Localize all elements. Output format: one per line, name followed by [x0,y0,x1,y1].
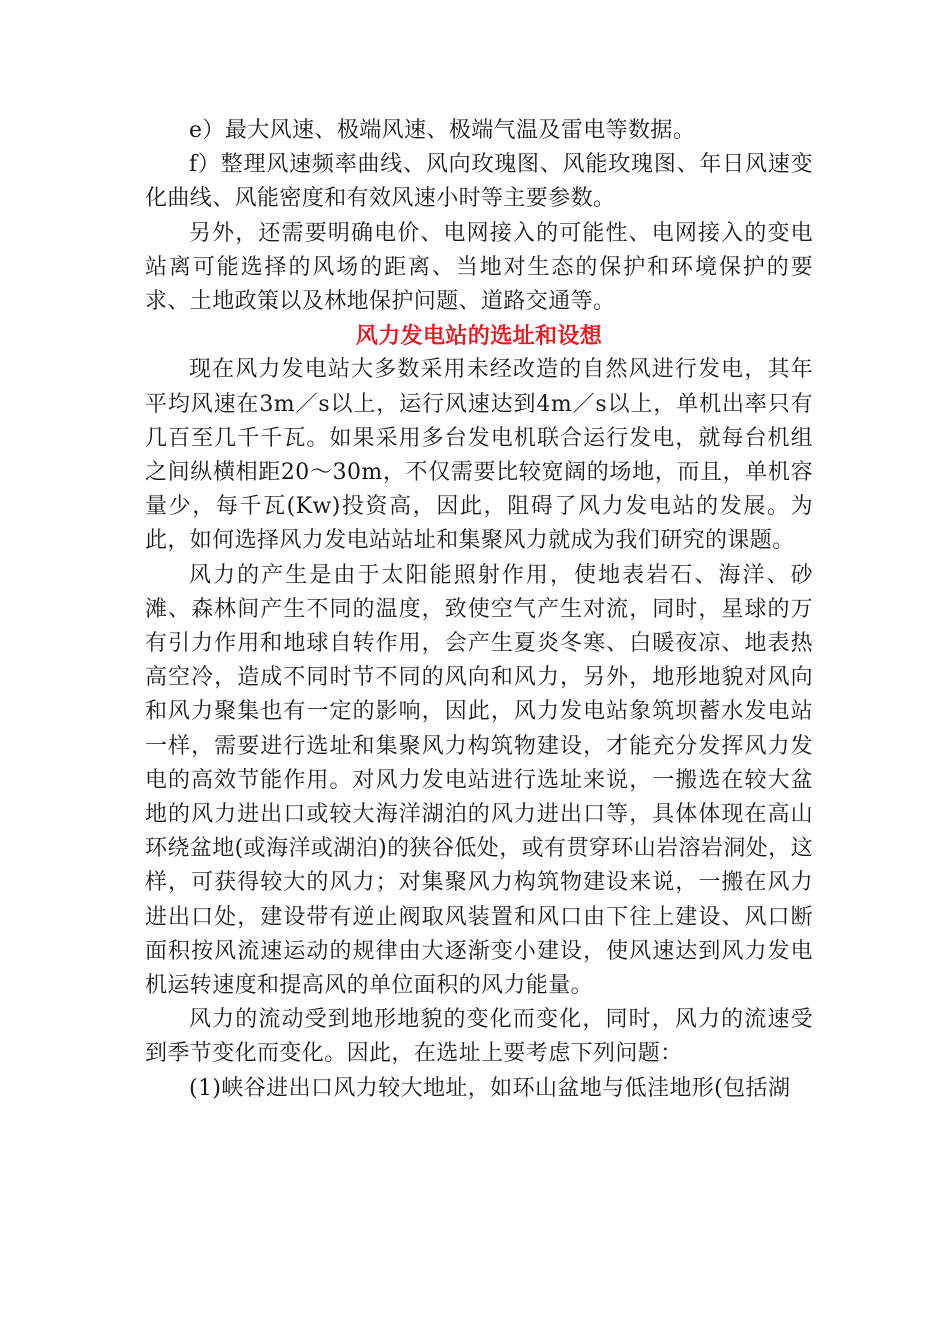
paragraph-other-requirements: 另外，还需要明确电价、电网接入的可能性、电网接入的变电站离可能选择的风场的距离、当地对生态的保护和环境保护的要求、土地政策以及林地保护问题、道路交通等。 [145,220,813,315]
paragraph-item-1: (1)峡谷进出口风力较大地址，如环山盆地与低洼地形(包括湖 [189,1075,791,1101]
paragraph-wind-origin: 风力的产生是由于太阳能照射作用，使地表岩石、海洋、砂滩、森林间产生不同的温度，致使空气产生对流，同时，星球的万有引力作用和地球自转作用，会产生夏炎冬寒、白暖夜凉、地表热高空冷，造成不同时节不同的风向和风力，另外，地形地貌对风向和风力聚集也有一定的影响，因此，风力发电站象筑坝蓄水发电站一样，需要进行选址和集聚风力构筑物建设，才能充分发挥风力发电的高效节能作用。对风力发电站进行选址来说，一搬选在较大盆地的风力进出口或较大海洋湖泊的风力进出口等，具体体现在高山环绕盆地(或海洋或湖泊)的狭谷低处，或有贯穿环山岩溶岩洞处，这样，可获得较大的风力；对集聚风力构筑物建设来说，一搬在风力进出口处，建设带有逆止阀取风装置和风口由下往上建设、风口断面积按风流速运动的规律由大逐渐变小建设，使风速达到风力发电机运转速度和提高风的单位面积的风力能量。 [145,562,813,999]
paragraph-site-considerations: 风力的流动受到地形地貌的变化而变化，同时，风力的流速受到季节变化而变化。因此，在选址上要考虑下列问题： [145,1007,813,1067]
paragraph-current-status: 现在风力发电站大多数采用未经改造的自然风进行发电，其年平均风速在3m／s以上，运行风速达到4m／s以上，单机出率只有几百至几千千瓦。如果采用多台发电机联合运行发电，就每台机组之间纵横相距20～30m，不仅需要比较宽阔的场地，而且，单机容量少，每千瓦(Kw)投资高，因此，阻碍了风力发电站的发展。为此，如何选择风力发电站站址和集聚风力就成为我们研究的课题。 [145,357,813,554]
document-body [145,114,813,1106]
paragraph-e-max-wind-speed: e）最大风速、极端风速、极端气温及雷电等数据。 [189,118,696,143]
paragraph-f-wind-curves: f）整理风速频率曲线、风向玫瑰图、风能玫瑰图、年日风速变化曲线、风能密度和有效风速小时等主要参数。 [145,152,813,212]
section-heading: 风力发电站的选址和设想 [355,323,603,350]
